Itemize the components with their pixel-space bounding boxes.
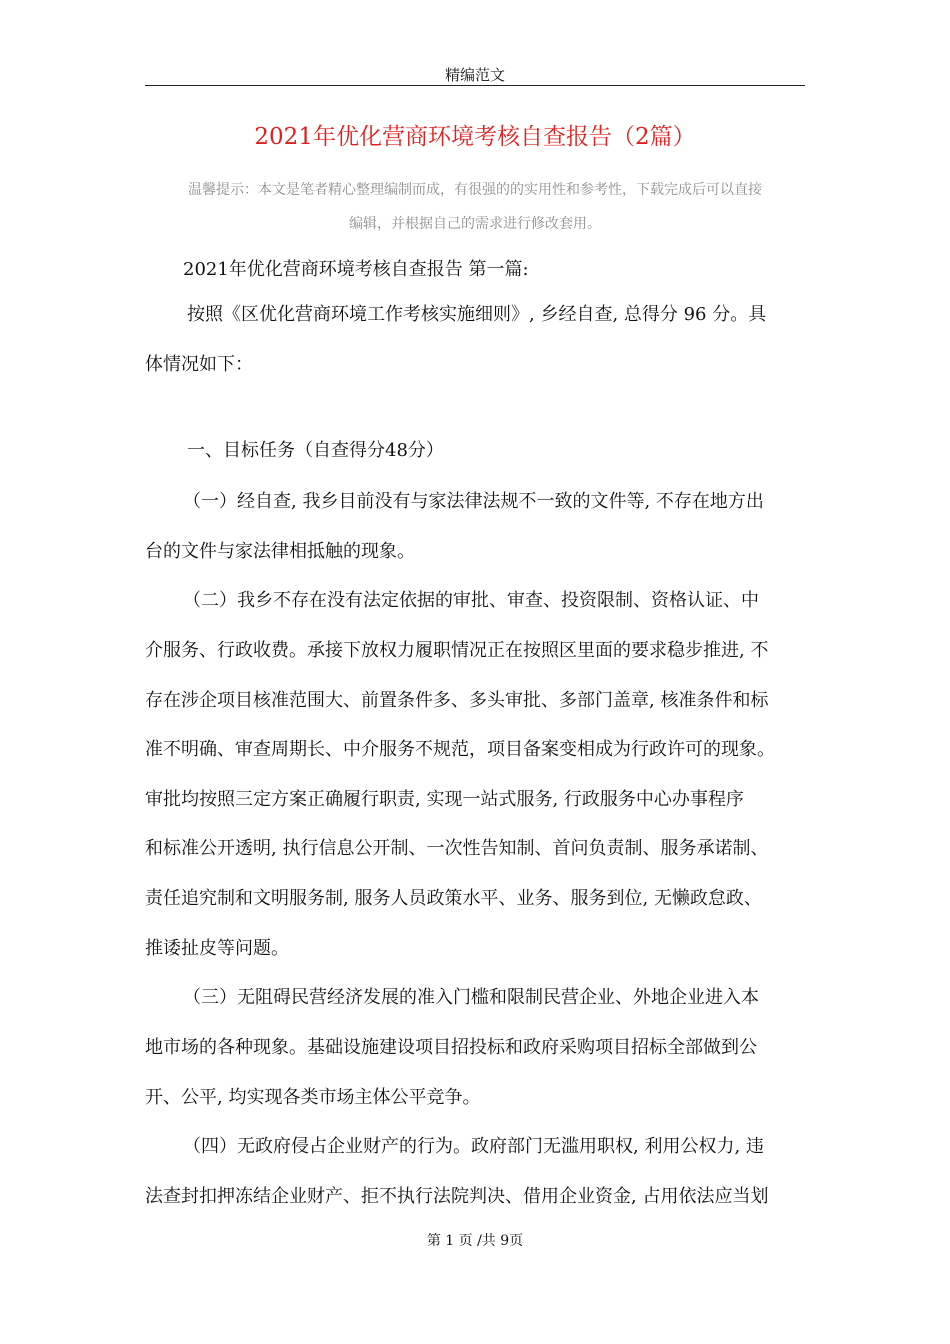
body-line: 准不明确、审查周期长、中介服务不规范，项目备案变相成为行政许可的现象。: [145, 739, 775, 760]
body-line: （二）我乡不存在没有法定依据的审批、审查、投资限制、资格认证、中: [183, 590, 759, 611]
body-line: （三）无阻碍民营经济发展的准入门槛和限制民营企业、外地企业进入本: [183, 987, 759, 1008]
body-line: （一）经自查, 我乡目前没有与家法律法规不一致的文件等, 不存在地方出: [183, 491, 764, 512]
body-line: 存在涉企项目核准范围大、前置条件多、多头审批、多部门盖章, 核准条件和标: [145, 690, 769, 711]
body-line: 审批均按照三定方案正确履行职责, 实现一站式服务, 行政服务中心办事程序: [145, 789, 744, 810]
body-line: 体情况如下：: [145, 354, 253, 375]
body-line: （四）无政府侵占企业财产的行为。政府部门无滥用职权, 利用公权力, 违: [183, 1136, 764, 1157]
body-line: 和标准公开透明, 执行信息公开制、一次性告知制、首问负责制、服务承诺制、: [145, 838, 769, 859]
section-heading: 2021年优化营商环境考核自查报告 第一篇:: [183, 259, 529, 280]
document-title: 2021年优化营商环境考核自查报告（2篇）: [254, 124, 696, 150]
body-line: 推诿扯皮等问题。: [145, 938, 289, 959]
subsection-heading: 一、目标任务（自查得分48分）: [187, 440, 444, 461]
body-line: 地市场的各种现象。基础设施建设项目招投标和政府采购项目招标全部做到公: [145, 1037, 757, 1058]
body-line: 开、公平, 均实现各类市场主体公平竞争。: [145, 1087, 481, 1108]
page-number: 第 1 页 /共 9页: [426, 1233, 524, 1249]
header-divider: [145, 85, 805, 86]
body-line: 台的文件与家法律相抵触的现象。: [145, 541, 415, 562]
body-line: 责任追究制和文明服务制, 服务人员政策水平、业务、服务到位, 无懒政怠政、: [145, 888, 762, 909]
body-line: 按照《区优化营商环境工作考核实施细则》, 乡经自查, 总得分 96 分。具: [187, 304, 767, 325]
body-line: 介服务、行政收费。承接下放权力履职情况正在按照区里面的要求稳步推进, 不: [145, 640, 769, 661]
tip-notice-line: 编辑，并根据自己的需求进行修改套用。: [349, 216, 601, 232]
body-line: 法查封扣押冻结企业财产、拒不执行法院判决、借用企业资金, 占用依法应当划: [145, 1186, 769, 1207]
running-header: 精编范文: [444, 66, 505, 84]
tip-notice: [145, 173, 805, 241]
tip-notice-line: 温馨提示：本文是笔者精心整理编制而成，有很强的的实用性和参考性，下载完成后可以直接: [188, 182, 762, 198]
